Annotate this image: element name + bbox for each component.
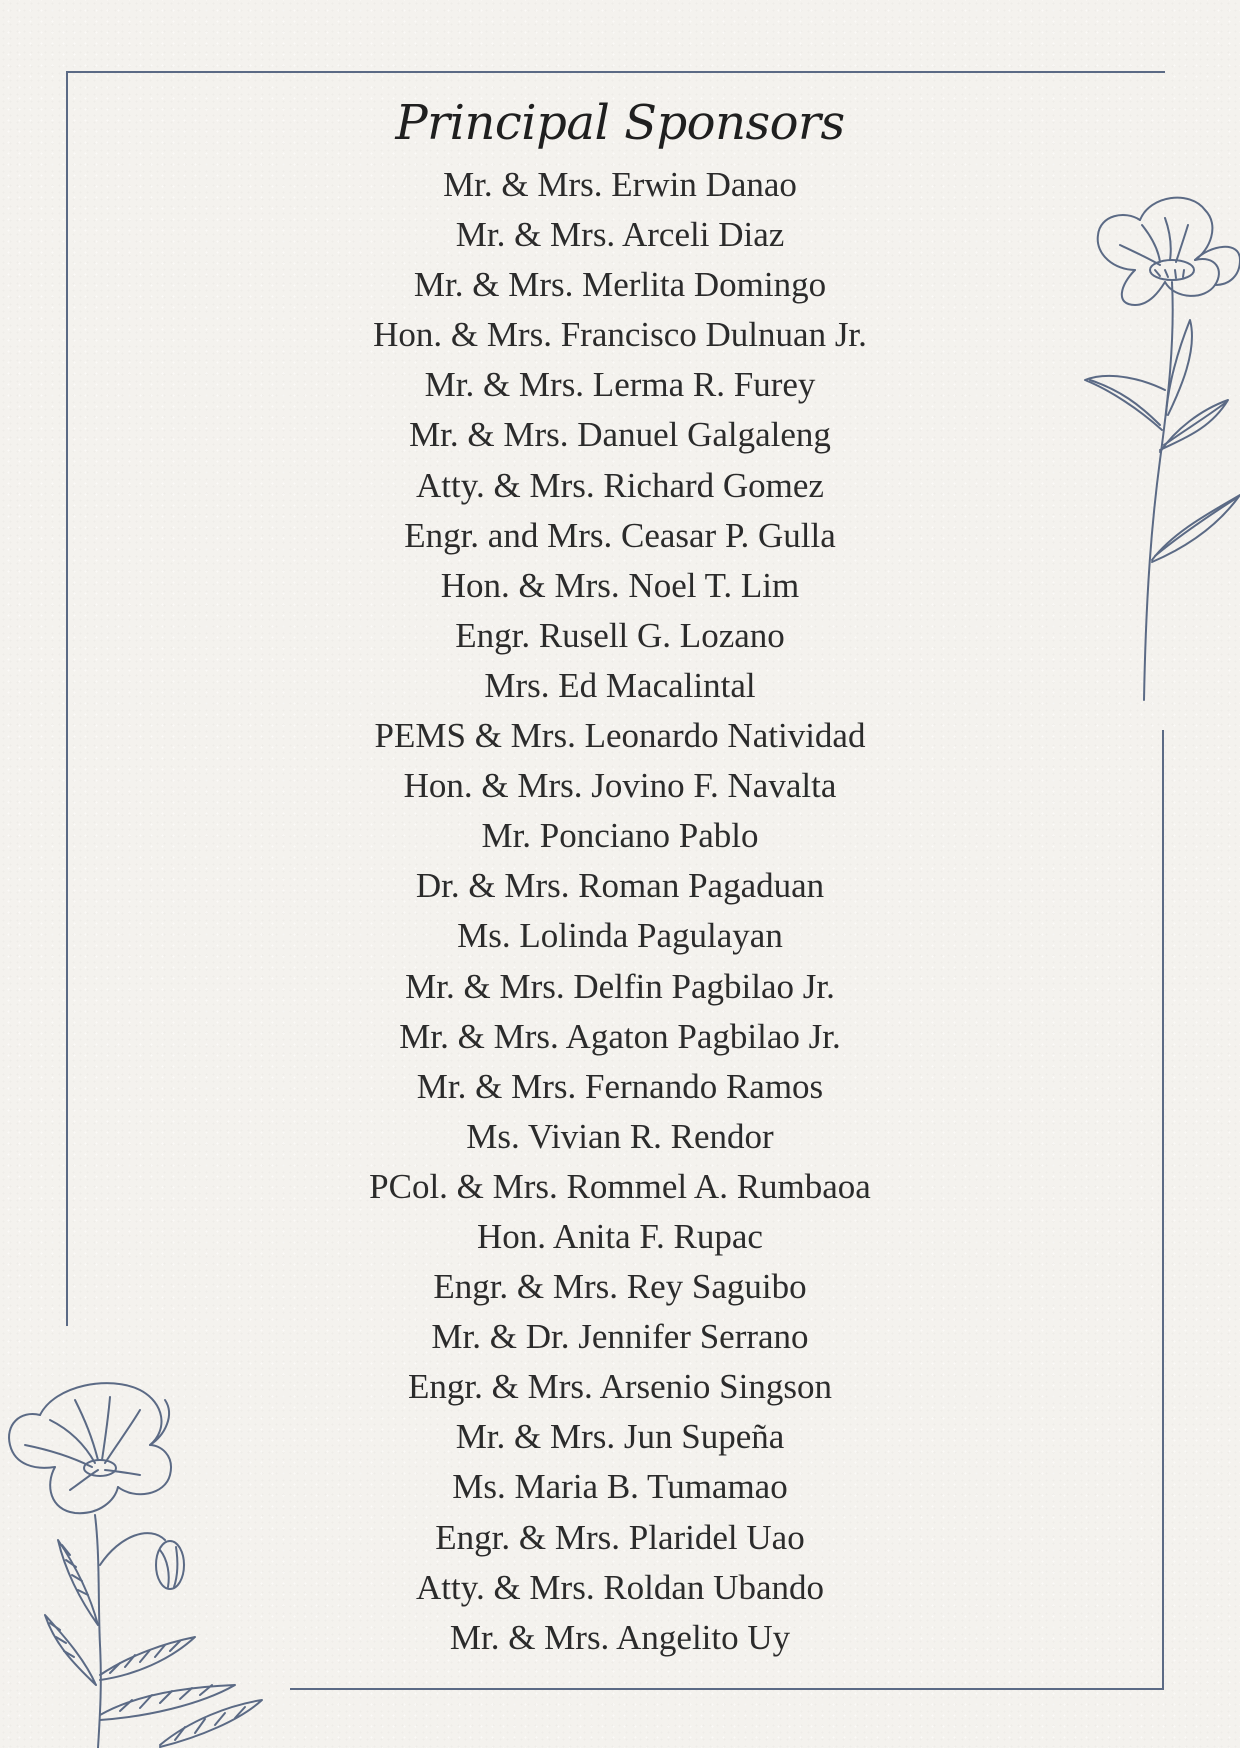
frame-bottom-border: [290, 1688, 1164, 1690]
sponsor-name: Mr. & Mrs. Angelito Uy: [449, 1617, 791, 1657]
sponsor-name: Mr. & Mrs. Arceli Diaz: [455, 215, 785, 255]
sponsor-name: Ms. Vivian R. Rendor: [466, 1116, 774, 1156]
sponsor-name: Mr. & Mrs. Fernando Ramos: [416, 1066, 824, 1106]
sponsor-name: Ms. Maria B. Tumamao: [452, 1467, 788, 1507]
sponsor-name: Ms. Lolinda Pagulayan: [457, 916, 783, 956]
sponsor-name: Hon. & Mrs. Jovino F. Navalta: [403, 766, 837, 806]
sponsor-name: Engr. & Mrs. Rey Saguibo: [433, 1267, 807, 1307]
sponsor-name: Engr. and Mrs. Ceasar P. Gulla: [404, 515, 836, 555]
sponsor-name: Mr. & Mrs. Danuel Galgaleng: [409, 415, 831, 455]
sponsor-name: PCol. & Mrs. Rommel A. Rumbaoa: [369, 1166, 871, 1206]
sponsor-name: Mr. Ponciano Pablo: [481, 816, 759, 856]
sponsor-name: Hon. Anita F. Rupac: [477, 1216, 763, 1256]
sponsor-name: Atty. & Mrs. Richard Gomez: [416, 465, 824, 505]
sponsor-name: Engr. & Mrs. Arsenio Singson: [408, 1367, 832, 1407]
sponsor-name: Engr. Rusell G. Lozano: [455, 615, 785, 655]
page-title: Principal Sponsors: [395, 95, 845, 151]
sponsor-name: Atty. & Mrs. Roldan Ubando: [416, 1567, 824, 1607]
sponsor-name: Hon. & Mrs. Francisco Dulnuan Jr.: [373, 315, 867, 355]
sponsor-name: PEMS & Mrs. Leonardo Natividad: [374, 716, 866, 756]
sponsor-name: Mr. & Mrs. Jun Supeña: [455, 1417, 785, 1457]
sponsor-name: Hon. & Mrs. Noel T. Lim: [440, 565, 800, 605]
poppy-flower-icon-top-right: [1080, 190, 1240, 710]
sponsor-name: Mr. & Mrs. Lerma R. Furey: [424, 365, 816, 405]
poppy-flower-icon-bottom-left: [0, 1375, 270, 1748]
sponsor-name: Mr. & Mrs. Merlita Domingo: [413, 265, 827, 305]
sponsor-name: Mr. & Mrs. Delfin Pagbilao Jr.: [405, 966, 835, 1006]
sponsor-name: Engr. & Mrs. Plaridel Uao: [435, 1517, 805, 1557]
sponsor-name: Mr. & Mrs. Agaton Pagbilao Jr.: [399, 1016, 841, 1056]
sponsor-name: Mrs. Ed Macalintal: [484, 665, 756, 705]
frame-top-border: [66, 71, 1165, 73]
sponsor-name: Mr. & Mrs. Erwin Danao: [443, 165, 797, 204]
sponsor-name: Mr. & Dr. Jennifer Serrano: [431, 1317, 809, 1357]
sponsor-name: Dr. & Mrs. Roman Pagaduan: [415, 866, 825, 906]
